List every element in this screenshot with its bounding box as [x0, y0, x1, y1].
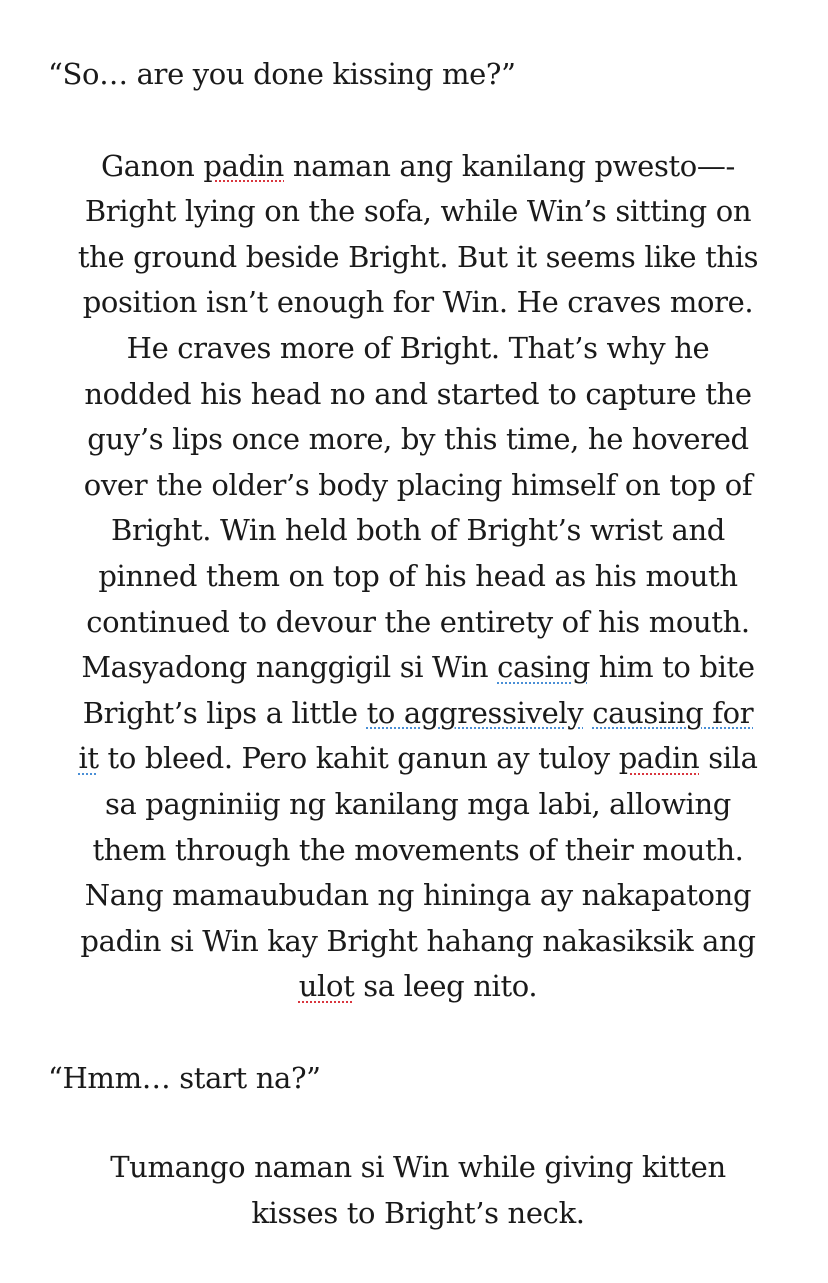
text-line: the ground beside Bright. But it seems like this — [77, 239, 759, 274]
text-line: padin si Win kay Bright hahang nakasiksik ang — [80, 923, 756, 958]
paragraph-spacer — [48, 1101, 788, 1145]
text-line — [48, 736, 788, 782]
text-line — [48, 691, 788, 737]
text-segment: Ganon — [100, 148, 204, 183]
text-line — [48, 964, 788, 1010]
narration-paragraph-1 — [48, 144, 788, 1010]
text-segment: sa leeg nito. — [354, 969, 538, 1004]
text-line: them through the movements of their mouth. — [92, 832, 744, 867]
grammar-flagged-word[interactable]: it — [78, 741, 99, 776]
spellcheck-flagged-word[interactable]: padin — [618, 741, 700, 776]
grammar-flagged-phrase[interactable]: causing for — [592, 695, 754, 730]
text-line: “Hmm… start na?” — [48, 1060, 321, 1095]
text-segment — [583, 696, 592, 730]
text-segment: Bright’s lips a little — [82, 695, 367, 730]
spellcheck-flagged-word[interactable]: padin — [203, 148, 284, 183]
spellcheck-flagged-word[interactable]: ulot — [298, 969, 355, 1004]
text-line: guy’s lips once more, by this time, he hovered — [87, 422, 749, 457]
text-line: Bright lying on the sofa, while Win’s sitting on — [84, 194, 752, 229]
text-line: sa pagniniig ng kanilang mga labi, allowing — [104, 786, 732, 821]
text-segment: sila — [699, 741, 758, 776]
text-line — [48, 645, 788, 691]
text-line: pinned them on top of his head as his mouth — [98, 558, 738, 593]
text-line: Tumango naman si Win while giving kitten — [110, 1150, 726, 1185]
text-line: “So… are you done kissing me?” — [48, 57, 516, 91]
text-segment: him to bite — [589, 650, 755, 685]
paragraph-spacer — [48, 98, 788, 144]
paragraph-spacer — [48, 1010, 788, 1056]
narration-paragraph-2 — [48, 1145, 788, 1236]
text-line: He craves more of Bright. That’s why he — [126, 330, 710, 365]
text-segment: Masyadong nanggigil si Win — [81, 650, 498, 685]
grammar-flagged-word[interactable]: casing — [497, 650, 590, 685]
text-line: Bright. Win held both of Bright’s wrist and — [111, 513, 725, 548]
text-line: position isn’t enough for Win. He craves more. — [82, 285, 754, 320]
text-segment: naman ang kanilang pwesto—- — [284, 148, 736, 183]
grammar-flagged-phrase[interactable]: to aggressively — [366, 695, 584, 730]
dialogue-line-2 — [48, 1056, 788, 1102]
text-line: Nang mamaubudan ng hininga ay nakapatong — [84, 878, 752, 913]
text-line: over the older’s body placing himself on top of — [83, 467, 753, 502]
text-line: nodded his head no and started to capture the — [84, 376, 752, 411]
text-segment: to bleed. Pero kahit ganun ay tuloy — [98, 741, 619, 776]
text-line: continued to devour the entirety of his mouth. — [86, 604, 750, 639]
text-line: kisses to Bright’s neck. — [251, 1196, 585, 1231]
dialogue-line-1 — [48, 52, 788, 98]
text-line — [48, 144, 788, 190]
